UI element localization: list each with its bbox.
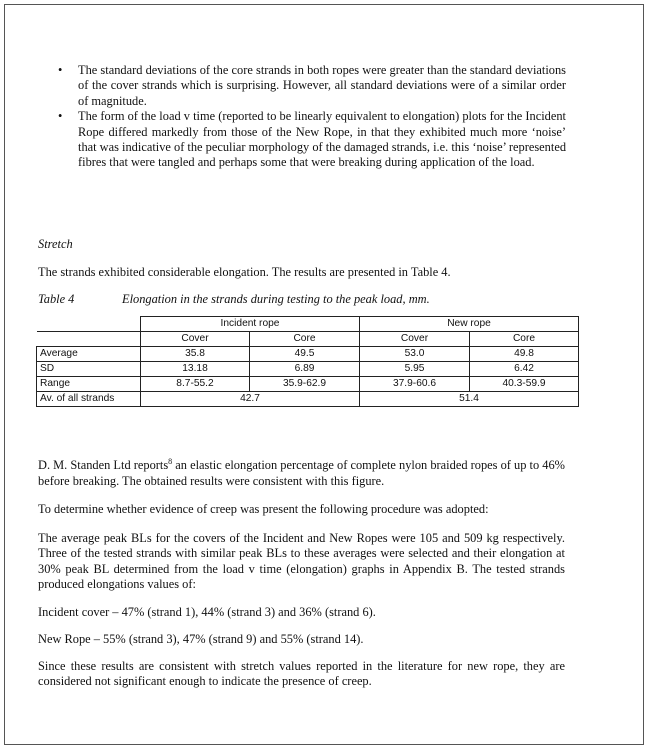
sub-header-cell: Core xyxy=(470,332,579,347)
table-cell: 53.0 xyxy=(360,347,470,362)
table-cell: 35.8 xyxy=(141,347,250,362)
bullet-text: The standard deviations of the core strands in both ropes were greater than the standard deviations of the cover strands which is surprising. However, all standard deviations were of a similar order of magnitude. xyxy=(78,63,566,108)
table-header-row xyxy=(37,317,579,332)
table-cell: 40.3-59.9 xyxy=(470,377,579,392)
table-cell: 42.7 xyxy=(141,392,360,407)
table-subheader-row xyxy=(37,332,579,347)
bullet-item xyxy=(58,109,566,171)
bullet-symbol: • xyxy=(58,63,63,77)
standen-text-after: an elastic elongation percentage of complete nylon braided ropes of up to 46% before breaking. The obtained results were consistent with this figure. xyxy=(38,458,565,488)
table-cell: 49.8 xyxy=(470,347,579,362)
bullet-list xyxy=(58,63,566,171)
elongation-table xyxy=(36,316,579,407)
table-number: Table 4 xyxy=(38,292,75,306)
standen-paragraph xyxy=(38,454,565,489)
empty-header-cell xyxy=(37,317,141,332)
table-cell: 6.89 xyxy=(250,362,360,377)
table-row xyxy=(37,377,579,392)
intro-paragraph: The strands exhibited considerable elongation. The results are presented in Table 4. xyxy=(38,265,451,279)
table-row xyxy=(37,347,579,362)
row-label: Av. of all strands xyxy=(37,392,141,407)
bullet-text: The form of the load v time (reported to be linearly equivalent to elongation) plots for the Incident Rope differed markedly from those of the New Rope, in that they exhibited much more ‘noise’ that was indicative of the peculiar morphology of the damaged strands, i.e. this ‘noise’ represented fibres that were tangled and perhaps some that were breaking during application of the load. xyxy=(78,109,567,170)
table-cell: 13.18 xyxy=(141,362,250,377)
table-cell: 8.7-55.2 xyxy=(141,377,250,392)
bullet-item xyxy=(58,63,566,109)
table-cell: 6.42 xyxy=(470,362,579,377)
table-caption xyxy=(38,292,578,307)
footnote-reference: 8 xyxy=(168,457,173,466)
section-heading: Stretch xyxy=(38,237,73,251)
table-cell: 51.4 xyxy=(360,392,579,407)
sub-header-cell: Cover xyxy=(360,332,470,347)
row-label: Range xyxy=(37,377,141,392)
conclusion-paragraph: Since these results are consistent with stretch values reported in the literature for new rope, they are considered not significant enough to indicate the presence of creep. xyxy=(38,659,565,689)
table-cell: 37.9-60.6 xyxy=(360,377,470,392)
procedure-paragraph: To determine whether evidence of creep was present the following procedure was adopted: xyxy=(38,502,489,516)
row-label: SD xyxy=(37,362,141,377)
table-summary-row xyxy=(37,392,579,407)
average-bls-paragraph: The average peak BLs for the covers of the Incident and New Ropes were 105 and 509 kg respectively. Three of the tested strands with similar peak BLs to these averages were selected and their elongation at 30% peak BL determined from the load v time (elongation) graphs in Appendix B. The tested strands produced elongations values of: xyxy=(38,531,565,592)
table-cell: 5.95 xyxy=(360,362,470,377)
incident-cover-line: Incident cover – 47% (strand 1), 44% (strand 3) and 36% (strand 6). xyxy=(38,605,376,619)
group-header-new: New rope xyxy=(360,317,579,332)
sub-header-cell: Cover xyxy=(141,332,250,347)
table-row xyxy=(37,362,579,377)
table-cell: 49.5 xyxy=(250,347,360,362)
bullet-symbol: • xyxy=(58,109,63,124)
table-cell: 35.9-62.9 xyxy=(250,377,360,392)
empty-header-cell xyxy=(37,332,141,347)
sub-header-cell: Core xyxy=(250,332,360,347)
group-header-incident: Incident rope xyxy=(141,317,360,332)
row-label: Average xyxy=(37,347,141,362)
table-title: Elongation in the strands during testing to the peak load, mm. xyxy=(122,292,430,306)
new-rope-line: New Rope – 55% (strand 3), 47% (strand 9) and 55% (strand 14). xyxy=(38,632,364,646)
standen-text-before: D. M. Standen Ltd reports xyxy=(38,458,169,473)
